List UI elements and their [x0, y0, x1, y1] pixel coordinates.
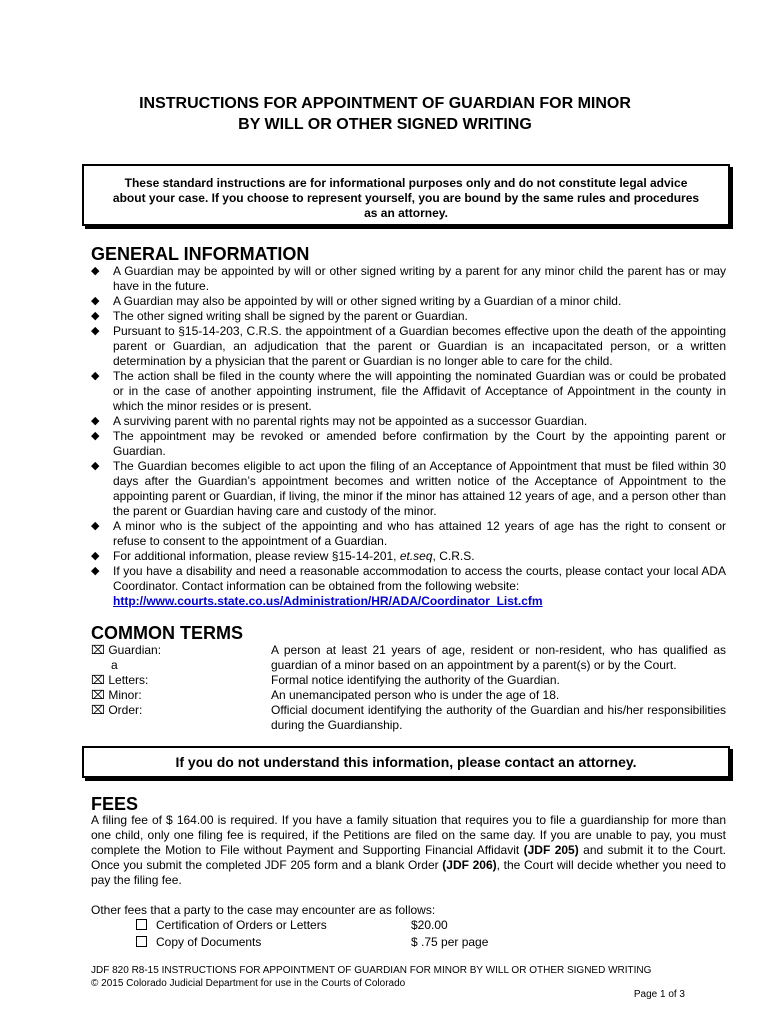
footer-copyright: © 2015 Colorado Judicial Department for use in the Courts of Colorado — [91, 978, 406, 989]
checked-box-icon: ⌧ — [91, 703, 105, 717]
title-line-1: INSTRUCTIONS FOR APPOINTMENT OF GUARDIAN FOR MINOR — [139, 95, 631, 112]
list-item: ◆ Pursuant to §15-14-203, C.R.S. the appointment of a Guardian becomes effective upon the death of the appointing parent or Guardian, an adjudication that the parent or Guardian is an incapacitated person, or a written determination by a physician that the parent or Guardian is no longer able to care for the child. — [91, 324, 726, 368]
diamond-bullet-icon: ◆ — [91, 415, 100, 427]
footer-form-id: JDF 820 R8-15 INSTRUCTIONS FOR APPOINTMENT OF GUARDIAN FOR MINOR BY WILL OR OTHER SIGNED WRITING — [91, 965, 652, 976]
diamond-bullet-icon: ◆ — [91, 370, 100, 382]
checked-box-icon: ⌧ — [91, 688, 105, 702]
list-item: ◆ For additional information, please review §15-14-201, et.seq, C.R.S. — [91, 549, 475, 563]
list-item: ◆ If you have a disability and need a reasonable accommodation to access the courts, please contact your local ADA Coordinator. Contact information can be obtained from the following website: http://www.courts.state.co.us/Administration/HR/ADA/Coordinator_List.cfm — [91, 564, 726, 608]
disclaimer-box — [82, 164, 730, 226]
term-letters: ⌧ Letters: Formal notice identifying the authority of the Guardian. — [91, 673, 560, 687]
disclaimer-line-2: about your case. If you choose to represent yourself, you are bound by the same rules and procedures — [112, 191, 700, 205]
title-line-2: BY WILL OR OTHER SIGNED WRITING — [238, 116, 532, 133]
common-terms-heading: COMMON TERMS — [91, 623, 243, 643]
list-item: ◆ A Guardian may be appointed by will or other signed writing by a parent for any minor child the parent has or may have in the future. — [91, 264, 726, 293]
diamond-bullet-icon: ◆ — [91, 310, 100, 322]
list-item: ◆ The other signed writing shall be signed by the parent or Guardian. — [91, 309, 468, 323]
attorney-banner: If you do not understand this information, please contact an attorney. — [82, 746, 730, 778]
ada-coordinator-link[interactable]: http://www.courts.state.co.us/Administration/HR/ADA/Coordinator_List.cfm — [113, 594, 543, 608]
disclaimer-line-3: as an attorney. — [364, 206, 448, 220]
fee-item-certification: Certification of Orders or Letters $20.00 — [136, 918, 327, 933]
checkbox-icon — [136, 936, 147, 947]
diamond-bullet-icon: ◆ — [91, 565, 100, 577]
list-item: ◆ A Guardian may also be appointed by will or other signed writing by a Guardian of a minor child. — [91, 294, 622, 308]
diamond-bullet-icon: ◆ — [91, 550, 100, 562]
list-item: ◆ The Guardian becomes eligible to act upon the filing of an Acceptance of Appointment that must be filed within 30 days after the Guardian’s appointment becomes and written notice of the Acceptance of Appointment to the appointing parent or Guardian, if living, the minor if the minor has attained 12 years of age, and a person other than the parent or Guardian having care and custody of the minor. — [91, 459, 726, 518]
diamond-bullet-icon: ◆ — [91, 430, 100, 442]
common-terms-list — [91, 643, 726, 733]
fee-item-copies: Copy of Documents $ .75 per page — [136, 935, 261, 950]
term-order: ⌧ Order: Official document identifying the authority of the Guardian and his/her responsibilities during the Guardianship. — [91, 703, 726, 732]
checked-box-icon: ⌧ — [91, 643, 105, 657]
general-information-heading: GENERAL INFORMATION — [91, 244, 310, 264]
checked-box-icon: ⌧ — [91, 673, 105, 687]
list-item: ◆ A surviving parent with no parental rights may not be appointed as a successor Guardian. — [91, 414, 588, 428]
general-information-list — [91, 264, 726, 609]
term-minor: ⌧ Minor: An unemancipated person who is under the age of 18. — [91, 688, 560, 702]
fees-paragraph: A filing fee of $ 164.00 is required. If you have a family situation that requires you to file a guardianship for more than one child, only one filing fee is required, if the Petitions are filed on the same day. If you are unable to pay, you must complete the Motion to File without Payment and Supporting Financial Affidavit (JDF 205) and submit it to the Court. Once you submit the completed JDF 205 form and a blank Order (JDF 206), the Court will decide whether you need to pay the filing fee. — [91, 813, 726, 887]
diamond-bullet-icon: ◆ — [91, 460, 100, 472]
disclaimer-line-1: These standard instructions are for informational purposes only and do not constitute legal advice — [124, 176, 688, 190]
document-title — [0, 93, 770, 135]
diamond-bullet-icon: ◆ — [91, 325, 100, 337]
checkbox-icon — [136, 919, 147, 930]
diamond-bullet-icon: ◆ — [91, 265, 100, 277]
other-fees-intro: Other fees that a party to the case may encounter are as follows: — [91, 903, 436, 917]
term-guardian: ⌧ Guardian: a A person at least 21 years of age, resident or non-resident, who has qualified as guardian of a minor based on an appointment by a parent(s) or by the Court. — [91, 643, 726, 672]
fees-heading: FEES — [91, 794, 139, 814]
diamond-bullet-icon: ◆ — [91, 295, 100, 307]
list-item: ◆ The appointment may be revoked or amended before confirmation by the Court by the appointing parent or Guardian. — [91, 429, 726, 458]
list-item: ◆ A minor who is the subject of the appointing and who has attained 12 years of age has the right to consent or refuse to consent to the appointment of a Guardian. — [91, 519, 726, 548]
list-item: ◆ The action shall be filed in the county where the will appointing the nominated Guardian was or could be probated or in the case of another appointing instrument, file the Affidavit of Acceptance of Appointment in the county in which the minor resides or is present. — [91, 369, 726, 413]
diamond-bullet-icon: ◆ — [91, 520, 100, 532]
page-number: Page 1 of 3 — [633, 989, 685, 1000]
footer — [91, 964, 651, 990]
